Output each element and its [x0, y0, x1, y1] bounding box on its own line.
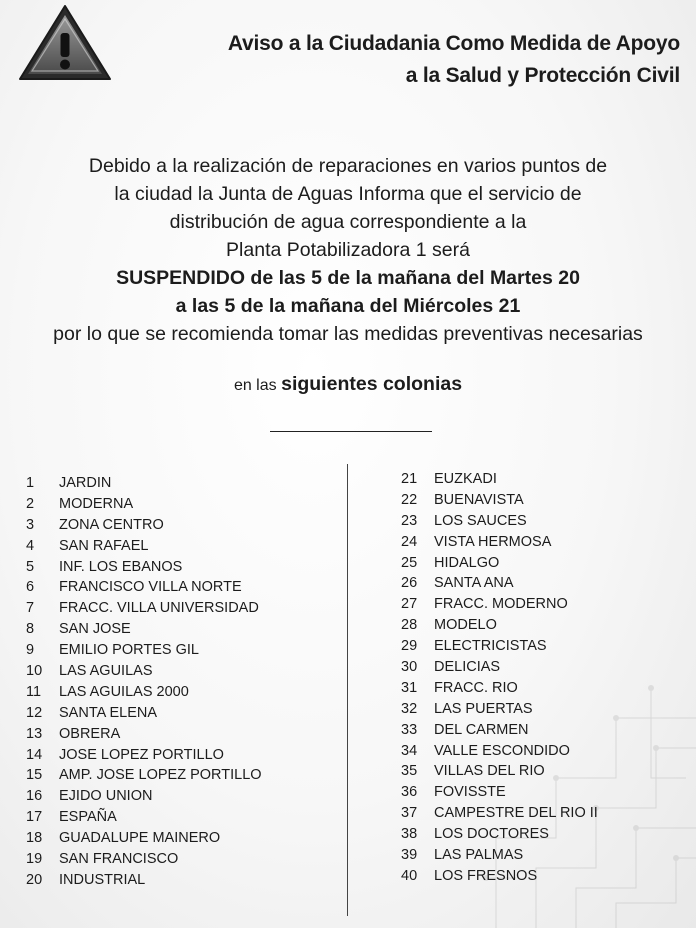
colonia-number: 11: [26, 683, 42, 700]
colonia-name: JOSE LOPEZ PORTILLO: [59, 746, 224, 763]
list-item: [401, 803, 598, 824]
list-item: [26, 786, 262, 807]
body-line-2: la ciudad la Junta de Aguas Informa que el servicio de: [114, 183, 582, 205]
colonia-name: LOS DOCTORES: [434, 826, 549, 843]
list-item: [401, 594, 598, 615]
colonia-number: 12: [26, 704, 43, 721]
list-item: [26, 828, 262, 849]
list-item: [26, 557, 262, 578]
colonia-name: FRACC. VILLA UNIVERSIDAD: [59, 600, 259, 617]
colonia-name: HIDALGO: [434, 554, 500, 571]
colonia-number: 28: [401, 617, 418, 634]
colonia-number: 30: [401, 659, 418, 676]
list-item: [401, 866, 598, 887]
colonia-name: INDUSTRIAL: [59, 871, 146, 888]
colonia-name: VILLAS DEL RIO: [434, 763, 545, 780]
body-line-4: Planta Potabilizadora 1 será: [226, 239, 470, 261]
colonia-name: SAN FRANCISCO: [59, 851, 179, 868]
colonia-name: LAS PALMAS: [434, 847, 524, 864]
column-divider: [347, 464, 348, 916]
list-item: [26, 536, 262, 557]
list-item: [26, 494, 262, 515]
list-item: [26, 870, 262, 891]
suspension-line-2: a las 5 de la mañana del Miércoles 21: [175, 295, 521, 317]
colonia-name: BUENAVISTA: [434, 491, 524, 508]
colonia-name: LOS SAUCES: [434, 512, 527, 529]
colonias-list-right: [401, 469, 598, 887]
list-item: [26, 598, 262, 619]
colonias-list-left: [26, 473, 262, 891]
list-item: [26, 515, 262, 536]
colonia-name: OBRERA: [59, 725, 121, 742]
colonia-name: SAN RAFAEL: [59, 537, 149, 554]
colonia-number: 5: [26, 558, 35, 575]
colonia-number: 38: [401, 826, 418, 843]
colonia-name: INF. LOS EBANOS: [59, 558, 183, 575]
colonia-name: AMP. JOSE LOPEZ PORTILLO: [59, 767, 262, 784]
colonia-number: 4: [26, 537, 35, 554]
list-item: [401, 490, 598, 511]
colonia-name: LAS AGUILAS 2000: [59, 683, 189, 700]
colonia-number: 39: [401, 847, 418, 864]
list-item: [26, 619, 262, 640]
warning-triangle-icon: [18, 4, 112, 82]
list-item: [26, 682, 262, 703]
list-item: [401, 699, 598, 720]
colonia-name: ZONA CENTRO: [59, 516, 164, 533]
colonia-name: FRACC. RIO: [434, 679, 518, 696]
colonia-number: 16: [26, 788, 43, 805]
colonia-name: JARDIN: [59, 475, 112, 491]
colonia-number: 35: [401, 763, 418, 780]
list-item: [401, 824, 598, 845]
subheading-emphasis: siguientes colonias: [281, 373, 463, 395]
colonia-number: 26: [401, 575, 418, 592]
colonia-number: 10: [26, 663, 43, 680]
list-item: [401, 657, 598, 678]
colonia-number: 37: [401, 805, 418, 822]
colonia-number: 22: [401, 491, 418, 508]
colonia-number: 27: [401, 596, 418, 613]
list-item: [26, 473, 262, 494]
colonia-number: 17: [26, 809, 43, 826]
colonia-name: MODELO: [434, 617, 497, 634]
colonia-number: 6: [26, 579, 35, 596]
list-item: [401, 573, 598, 594]
list-item: [26, 661, 262, 682]
colonia-name: LOS FRESNOS: [434, 867, 538, 884]
list-item: [401, 469, 598, 490]
list-item: [26, 703, 262, 724]
colonia-number: 2: [26, 495, 35, 512]
colonia-number: 34: [401, 742, 418, 759]
title-line-2: a la Salud y Protección Civil: [405, 64, 680, 87]
colonia-number: 36: [401, 784, 418, 801]
subheading-prefix: en las: [233, 377, 277, 394]
body-line-7: por lo que se recomienda tomar las medidas preventivas necesarias: [53, 323, 643, 345]
colonia-number: 24: [401, 533, 418, 550]
colonia-name: MODERNA: [59, 495, 134, 512]
colonias-subheading: [0, 373, 696, 396]
list-item: [401, 678, 598, 699]
colonia-name: EJIDO UNION: [59, 788, 153, 805]
divider-line: [270, 431, 432, 432]
colonia-number: 20: [26, 871, 43, 888]
colonia-name: ELECTRICISTAS: [434, 638, 547, 655]
colonia-number: 18: [26, 830, 43, 847]
list-item: [26, 849, 262, 870]
colonia-name: DELICIAS: [434, 659, 501, 676]
list-item: [401, 636, 598, 657]
colonia-number: 40: [401, 867, 418, 884]
colonia-name: FOVISSTE: [434, 784, 506, 801]
colonia-number: 29: [401, 638, 418, 655]
colonia-number: 14: [26, 746, 43, 763]
colonia-name: SAN JOSE: [59, 621, 131, 638]
notice-body: [0, 152, 696, 348]
list-item: [26, 577, 262, 598]
colonia-name: LAS PUERTAS: [434, 700, 533, 717]
colonia-number: 8: [26, 621, 35, 638]
list-item: [401, 741, 598, 762]
colonia-number: 25: [401, 554, 418, 571]
colonia-name: SANTA ANA: [434, 575, 514, 592]
colonia-name: EUZKADI: [434, 471, 497, 487]
list-item: [401, 615, 598, 636]
title-line-1: Aviso a la Ciudadania Como Medida de Apoyo: [227, 32, 680, 55]
colonia-number: 13: [26, 725, 43, 742]
colonia-name: CAMPESTRE DEL RIO II: [434, 805, 598, 822]
list-item: [401, 511, 598, 532]
body-line-3: distribución de agua correspondiente a la: [169, 211, 527, 233]
list-item: [401, 782, 598, 803]
colonia-name: VALLE ESCONDIDO: [434, 742, 570, 759]
colonia-name: DEL CARMEN: [434, 721, 529, 738]
suspension-line-1: SUSPENDIDO de las 5 de la mañana del Martes 20: [116, 267, 580, 289]
list-item: [26, 807, 262, 828]
colonia-name: VISTA HERMOSA: [434, 533, 552, 550]
list-item: [26, 724, 262, 745]
list-item: [401, 720, 598, 741]
colonia-number: 33: [401, 721, 418, 738]
colonia-number: 1: [26, 475, 35, 491]
list-item: [401, 532, 598, 553]
list-item: [401, 761, 598, 782]
colonia-number: 9: [26, 642, 35, 659]
colonia-name: FRACC. MODERNO: [434, 596, 568, 613]
colonia-name: SANTA ELENA: [59, 704, 158, 721]
colonia-number: 21: [401, 471, 418, 487]
colonia-name: ESPAÑA: [59, 809, 117, 826]
colonia-number: 19: [26, 851, 43, 868]
colonia-name: FRANCISCO VILLA NORTE: [59, 579, 242, 596]
colonia-name: LAS AGUILAS: [59, 663, 153, 680]
list-item: [401, 845, 598, 866]
colonia-number: 31: [401, 679, 418, 696]
colonia-number: 32: [401, 700, 418, 717]
colonia-number: 23: [401, 512, 418, 529]
colonia-number: 7: [26, 600, 35, 617]
body-line-1: Debido a la realización de reparaciones en varios puntos de: [88, 155, 608, 177]
notice-title: [228, 28, 680, 92]
colonia-number: 3: [26, 516, 35, 533]
colonia-name: GUADALUPE MAINERO: [59, 830, 221, 847]
list-item: [401, 553, 598, 574]
list-item: [26, 765, 262, 786]
list-item: [26, 640, 262, 661]
colonia-number: 15: [26, 767, 43, 784]
colonia-name: EMILIO PORTES GIL: [59, 642, 199, 659]
list-item: [26, 745, 262, 766]
